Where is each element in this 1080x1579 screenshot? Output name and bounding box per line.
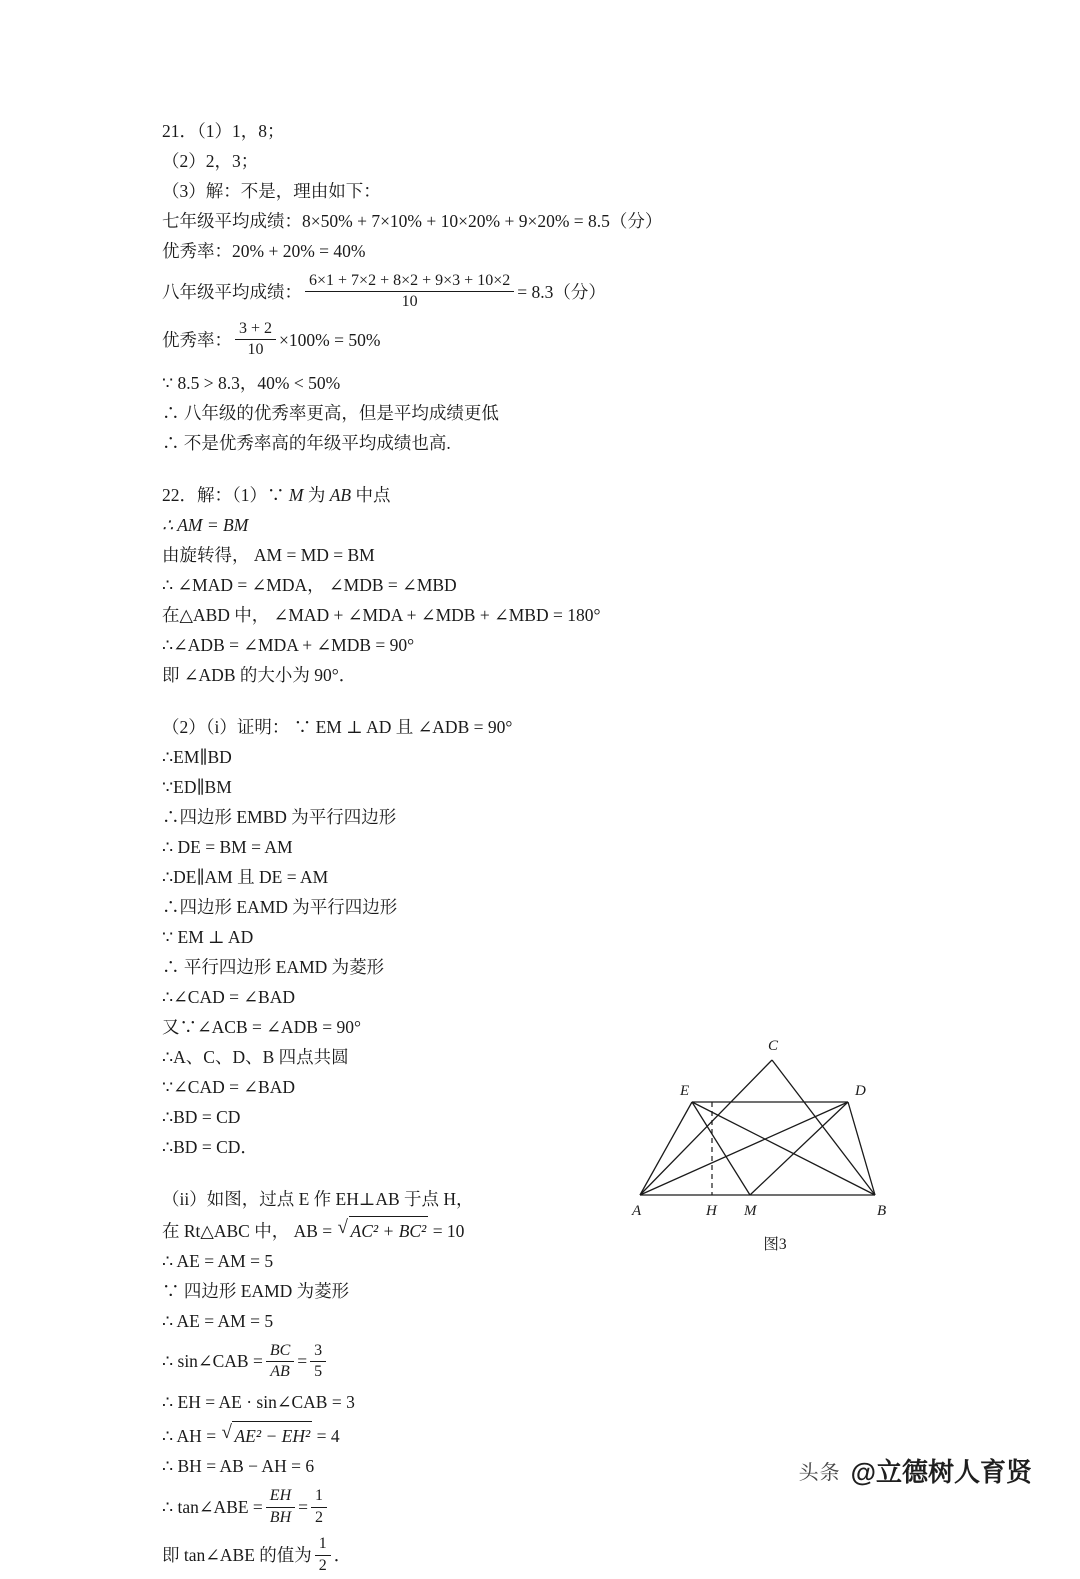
fraction-3-5-denominator: 5 xyxy=(314,1362,323,1380)
q21-line-7 xyxy=(162,320,922,360)
fraction-eh-bh-numerator: EH xyxy=(266,1487,295,1507)
watermark xyxy=(799,1452,1032,1489)
q22-2i-line-5: ∴ DE = BM = AM xyxy=(162,836,293,857)
q22-2ii-line-2-pre: 在 Rt△ABC 中， AB = xyxy=(162,1220,337,1241)
q21-line-8: ∵ 8.5 > 8.3，40% < 50% xyxy=(162,372,341,393)
q21-grade7-rate-expr: 20% + 20% = 40% xyxy=(232,241,366,261)
q22-2ii-line-10 xyxy=(162,1487,922,1527)
q22-2ii-line-1: （ii）如图，过点 E 作 EH⊥AB 于点 H， xyxy=(162,1188,474,1209)
ah-tail: = 4 xyxy=(312,1426,340,1447)
tan-abe-pre: ∴ tan∠ABE = xyxy=(162,1497,263,1518)
figure-svg xyxy=(610,1030,940,1230)
q22-2ii-line-6 xyxy=(162,1342,922,1382)
q22-2ii-line-4: ∵ 四边形 EAMD 为菱形 xyxy=(162,1280,350,1301)
sin-cab-equals: = xyxy=(297,1351,308,1372)
q22-line-2: ∴ AM = BM xyxy=(162,514,249,535)
segment-CB xyxy=(772,1060,875,1195)
label-B: B xyxy=(877,1203,887,1219)
q22-2i-line-6: ∴DE∥AM 且 DE = AM xyxy=(162,866,329,887)
segment-EB xyxy=(692,1102,875,1195)
q21-grade8-rate-result: ×100% = 50% xyxy=(279,329,381,350)
q22-2i-line-9: ∴ 平行四边形 EAMD 为菱形 xyxy=(162,956,385,977)
q22-line-1-pre: 22．解：（1）∵ xyxy=(162,484,289,505)
q22-2i-line-10: ∴∠CAD = ∠BAD xyxy=(162,986,295,1007)
fraction-1-2-denominator: 2 xyxy=(315,1508,323,1526)
q21-grade8-avg-numerator: 6×1 + 7×2 + 8×2 + 9×3 + 10×2 xyxy=(305,272,514,292)
q22-2ii-line-8 xyxy=(162,1421,922,1449)
sqrt-ae2-eh2 xyxy=(221,1421,312,1449)
q22-line-1-end: 中点 xyxy=(351,484,391,505)
q22-2ii-line-7: ∴ EH = AE · sin∠CAB = 3 xyxy=(162,1392,355,1413)
q22-line-5: 在△ABD 中， ∠MAD + ∠MDA + ∠MDB + ∠MBD = 180° xyxy=(162,604,601,625)
q22-2ii-line-11 xyxy=(162,1535,922,1575)
q22-2i-line-15: ∴BD = CD． xyxy=(162,1136,258,1157)
q21-grade8-avg-denominator: 10 xyxy=(401,293,418,311)
q21-line-1: 21．（1）1，8； xyxy=(162,121,285,141)
tan-abe-equals: = xyxy=(298,1497,308,1518)
q22-2i-line-4: ∴四边形 EMBD 为平行四边形 xyxy=(162,806,397,827)
label-H: H xyxy=(706,1203,717,1219)
q22-line-1-mid: 为 xyxy=(303,484,330,505)
q22-2i-line-1: （2）（i）证明： ∵ EM ⊥ AD 且 ∠ADB = 90° xyxy=(162,716,513,737)
ah-pre: ∴ AH = xyxy=(162,1426,221,1447)
fraction-1-2 xyxy=(311,1487,327,1527)
figure-caption: 图3 xyxy=(763,1236,787,1253)
fraction-3-5 xyxy=(310,1342,326,1382)
q22-line-7: 即 ∠ADB 的大小为 90°． xyxy=(162,664,357,685)
figure-labels xyxy=(631,1038,886,1219)
q21-grade8-rate-denominator: 10 xyxy=(247,341,264,359)
q22-line-4: ∴ ∠MAD = ∠MDA， ∠MDB = ∠MBD xyxy=(162,574,457,595)
q22-line-1 xyxy=(162,482,922,508)
geometry-figure xyxy=(610,1030,940,1270)
final-answer-pre: 即 tan∠ABE 的值为 xyxy=(162,1545,312,1566)
q22-2ii-line-9: ∴ BH = AB − AH = 6 xyxy=(162,1456,315,1477)
q22-2i-line-3: ∵ED∥BM xyxy=(162,776,232,797)
fraction-eh-bh-denominator: BH xyxy=(269,1508,292,1526)
sqrt-ac2-bc2 xyxy=(338,1216,429,1244)
q21-line-5 xyxy=(162,238,922,264)
q21-line-4 xyxy=(162,208,922,234)
q21-grade8-rate-label: 优秀率： xyxy=(162,329,232,350)
label-C: C xyxy=(768,1038,779,1054)
sqrt-ac2-bc2-body: AC² + BC² xyxy=(349,1216,429,1244)
label-M: M xyxy=(744,1203,757,1219)
q22-2i-line-2: ∴EM∥BD xyxy=(162,746,232,767)
q22-2i-line-14: ∴BD = CD xyxy=(162,1106,241,1127)
segment-MD xyxy=(750,1102,848,1195)
q22-2i-line-7: ∴四边形 EAMD 为平行四边形 xyxy=(162,896,398,917)
q22-2ii-line-5: ∴ AE = AM = 5 xyxy=(162,1310,274,1331)
q22-var-ab: AB xyxy=(329,484,352,505)
fraction-bc-ab xyxy=(266,1342,294,1382)
segment-AC xyxy=(640,1060,772,1195)
label-A: A xyxy=(632,1203,642,1219)
q22-2ii-line-3: ∴ AE = AM = 5 xyxy=(162,1250,274,1271)
q21-line-2: （2）2，3； xyxy=(162,151,259,171)
fraction-3-5-numerator: 3 xyxy=(310,1342,326,1362)
q21-grade8-rate-fraction xyxy=(235,320,276,360)
label-E: E xyxy=(680,1083,690,1099)
q21-grade8-avg-result: = 8.3（分） xyxy=(517,281,606,302)
sin-cab-pre: ∴ sin∠CAB = xyxy=(162,1351,263,1372)
segment-DB xyxy=(848,1102,875,1195)
q22-line-6: ∴∠ADB = ∠MDA + ∠MDB = 90° xyxy=(162,634,415,655)
q21-grade7-avg-label: 七年级平均成绩： xyxy=(162,211,302,231)
watermark-author: @立德树人育贤 xyxy=(850,1457,1032,1487)
sqrt-ae2-eh2-body: AE² − EH² xyxy=(232,1421,312,1449)
q22-2i-line-12: ∴A、C、D、B 四点共圆 xyxy=(162,1046,349,1067)
q22-2ii-line-2-tail: = 10 xyxy=(428,1220,465,1241)
q22-line-3: 由旋转得， AM = MD = BM xyxy=(162,544,375,565)
fraction-1-2-numerator: 1 xyxy=(311,1487,327,1507)
q22-var-m: M xyxy=(288,484,304,505)
segment-EM xyxy=(692,1102,750,1195)
fraction-bc-ab-denominator: AB xyxy=(270,1362,290,1380)
q22-2i-line-8: ∵ EM ⊥ AD xyxy=(162,926,254,947)
q21-grade8-avg-fraction xyxy=(305,272,514,312)
q21-line-3: （3）解：不是，理由如下： xyxy=(162,181,381,201)
segment-AE xyxy=(640,1102,692,1195)
spacer-2 xyxy=(162,692,922,714)
q22-2i-line-11: 又∵∠ACB = ∠ADB = 90° xyxy=(162,1016,361,1037)
q21-line-6 xyxy=(162,272,922,312)
segment-AD xyxy=(640,1102,848,1195)
final-answer-fraction xyxy=(315,1535,331,1575)
final-answer-numerator: 1 xyxy=(315,1535,331,1555)
spacer-1 xyxy=(162,460,922,482)
q21-grade8-avg-label: 八年级平均成绩： xyxy=(162,281,302,302)
q21-grade7-rate-label: 优秀率： xyxy=(162,241,232,261)
q22-2i-line-13: ∵∠CAD = ∠BAD xyxy=(162,1076,295,1097)
answer-text-column xyxy=(162,118,922,1579)
final-answer-denominator: 2 xyxy=(318,1556,327,1574)
fraction-bc-ab-numerator: BC xyxy=(266,1342,294,1362)
q21-line-10: ∴ 不是优秀率高的年级平均成绩也高. xyxy=(162,432,451,453)
final-answer-tail: ． xyxy=(333,1545,352,1566)
label-D: D xyxy=(855,1083,866,1099)
q21-grade8-rate-numerator: 3 + 2 xyxy=(235,320,276,340)
q21-line-9: ∴ 八年级的优秀率更高，但是平均成绩更低 xyxy=(162,402,499,423)
fraction-eh-bh xyxy=(266,1487,295,1527)
q21-grade7-avg-expr: 8×50% + 7×10% + 10×20% + 9×20% = 8.5（分） xyxy=(302,211,663,231)
watermark-platform: 头条 xyxy=(798,1462,841,1484)
